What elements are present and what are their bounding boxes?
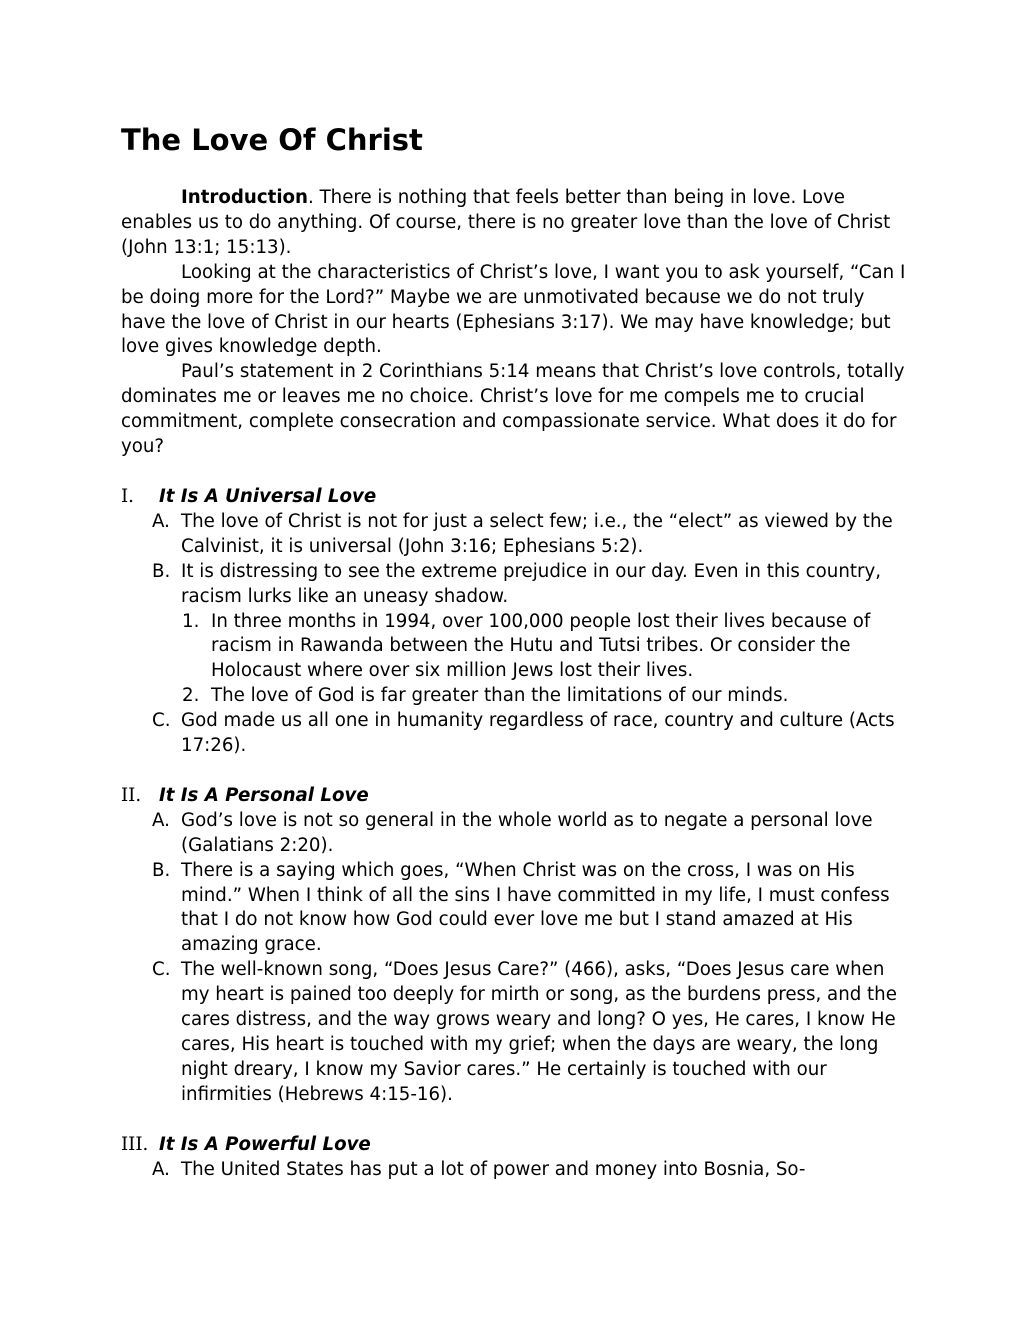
intro-paragraph-2: Looking at the characteristics of Christ’s love, I want you to ask yourself, “Can I be doing more for the Lord?” Maybe we are unmotivated because we do not truly have the love of Christ in our hearts (Ephesians 3:17). We may have knowledge; but love gives knowledge depth. [121, 261, 906, 358]
intro-paragraph-1: Introduction. There is nothing that feels better than being in love. Love enables us to do anything. Of course, there is no greater love than the love of Christ (John 13:1; 15:13). [121, 187, 891, 258]
section-universal-love [121, 485, 911, 759]
section-title: It Is A Powerful Love [159, 1133, 371, 1155]
item-text: It is distressing to see the extreme prejudice in our day. Even in this country, racism lurks like an uneasy shadow. [181, 560, 882, 607]
item-label: A. [152, 1158, 170, 1180]
item-text: The well-known song, “Does Jesus Care?” (466), asks, “Does Jesus care when my heart is pained too deeply for mirth or song, as the burdens press, and the cares distress, and the way grows weary and long? O yes, He cares, I know He cares, His heart is touched with my grief; when the days are weary, the long night dreary, I know my Savior cares.” He certainly is touched with our infirmities (Hebrews 4:15-16). [181, 959, 897, 1105]
list-item [121, 560, 911, 610]
item-text: There is a saying which goes, “When Christ was on the cross, I was on His mind.” When I think of all the sins I have committed in my life, I must confess that I do not know how God could ever love me but I stand amazed at His amazing grace. [181, 859, 890, 956]
item-text: In three months in 1994, over 100,000 people lost their lives because of racism in Rawanda between the Hutu and Tutsi tribes. Or consider the Holocaust where over six million Jews lost their lives. [211, 610, 871, 682]
item-label: B. [152, 560, 171, 582]
section-number: III. [121, 1133, 149, 1155]
list-item [121, 510, 911, 560]
introduction [121, 186, 911, 460]
list-item [121, 859, 911, 959]
item-label: 1. [182, 610, 200, 632]
item-label: C. [152, 959, 171, 981]
section-heading [121, 1133, 911, 1158]
sub-list-item [121, 610, 911, 685]
section-title: It Is A Universal Love [159, 485, 377, 507]
section-powerful-love [121, 1133, 911, 1183]
item-label: A. [152, 809, 170, 831]
sub-list-item [121, 684, 911, 709]
intro-paragraph-3: Paul’s statement in 2 Corinthians 5:14 means that Christ’s love controls, totally dominates me or leaves me no choice. Christ’s love for me compels me to crucial commitment, complete consecration and compassionate service. What does it do for you? [121, 361, 905, 458]
item-text: The United States has put a lot of power and money into Bosnia, So- [181, 1158, 806, 1180]
item-text: God’s love is not so general in the whole world as to negate a personal love (Galatians 2:20). [181, 809, 873, 856]
section-number: I. [121, 485, 134, 507]
item-label: C. [152, 710, 171, 732]
item-text: The love of God is far greater than the limitations of our minds. [211, 685, 789, 707]
section-heading [121, 784, 911, 809]
item-label: A. [152, 510, 170, 532]
intro-lead: Introduction [181, 187, 308, 208]
section-personal-love [121, 784, 911, 1108]
document-page [121, 120, 911, 1183]
page-title: The Love Of Christ [121, 123, 423, 157]
list-item [121, 809, 911, 859]
list-item [121, 709, 911, 759]
item-label: 2. [182, 685, 200, 707]
section-heading [121, 485, 911, 510]
item-text: God made us all one in humanity regardless of race, country and culture (Acts 17:26). [181, 710, 895, 757]
list-item [121, 958, 911, 1107]
section-number: II. [121, 784, 142, 806]
item-label: B. [152, 859, 171, 881]
item-text: The love of Christ is not for just a select few; i.e., the “elect” as viewed by the Calvinist, it is universal (John 3:16; Ephesians 5:2). [181, 510, 893, 557]
list-item [121, 1158, 911, 1183]
section-title: It Is A Personal Love [159, 784, 369, 806]
